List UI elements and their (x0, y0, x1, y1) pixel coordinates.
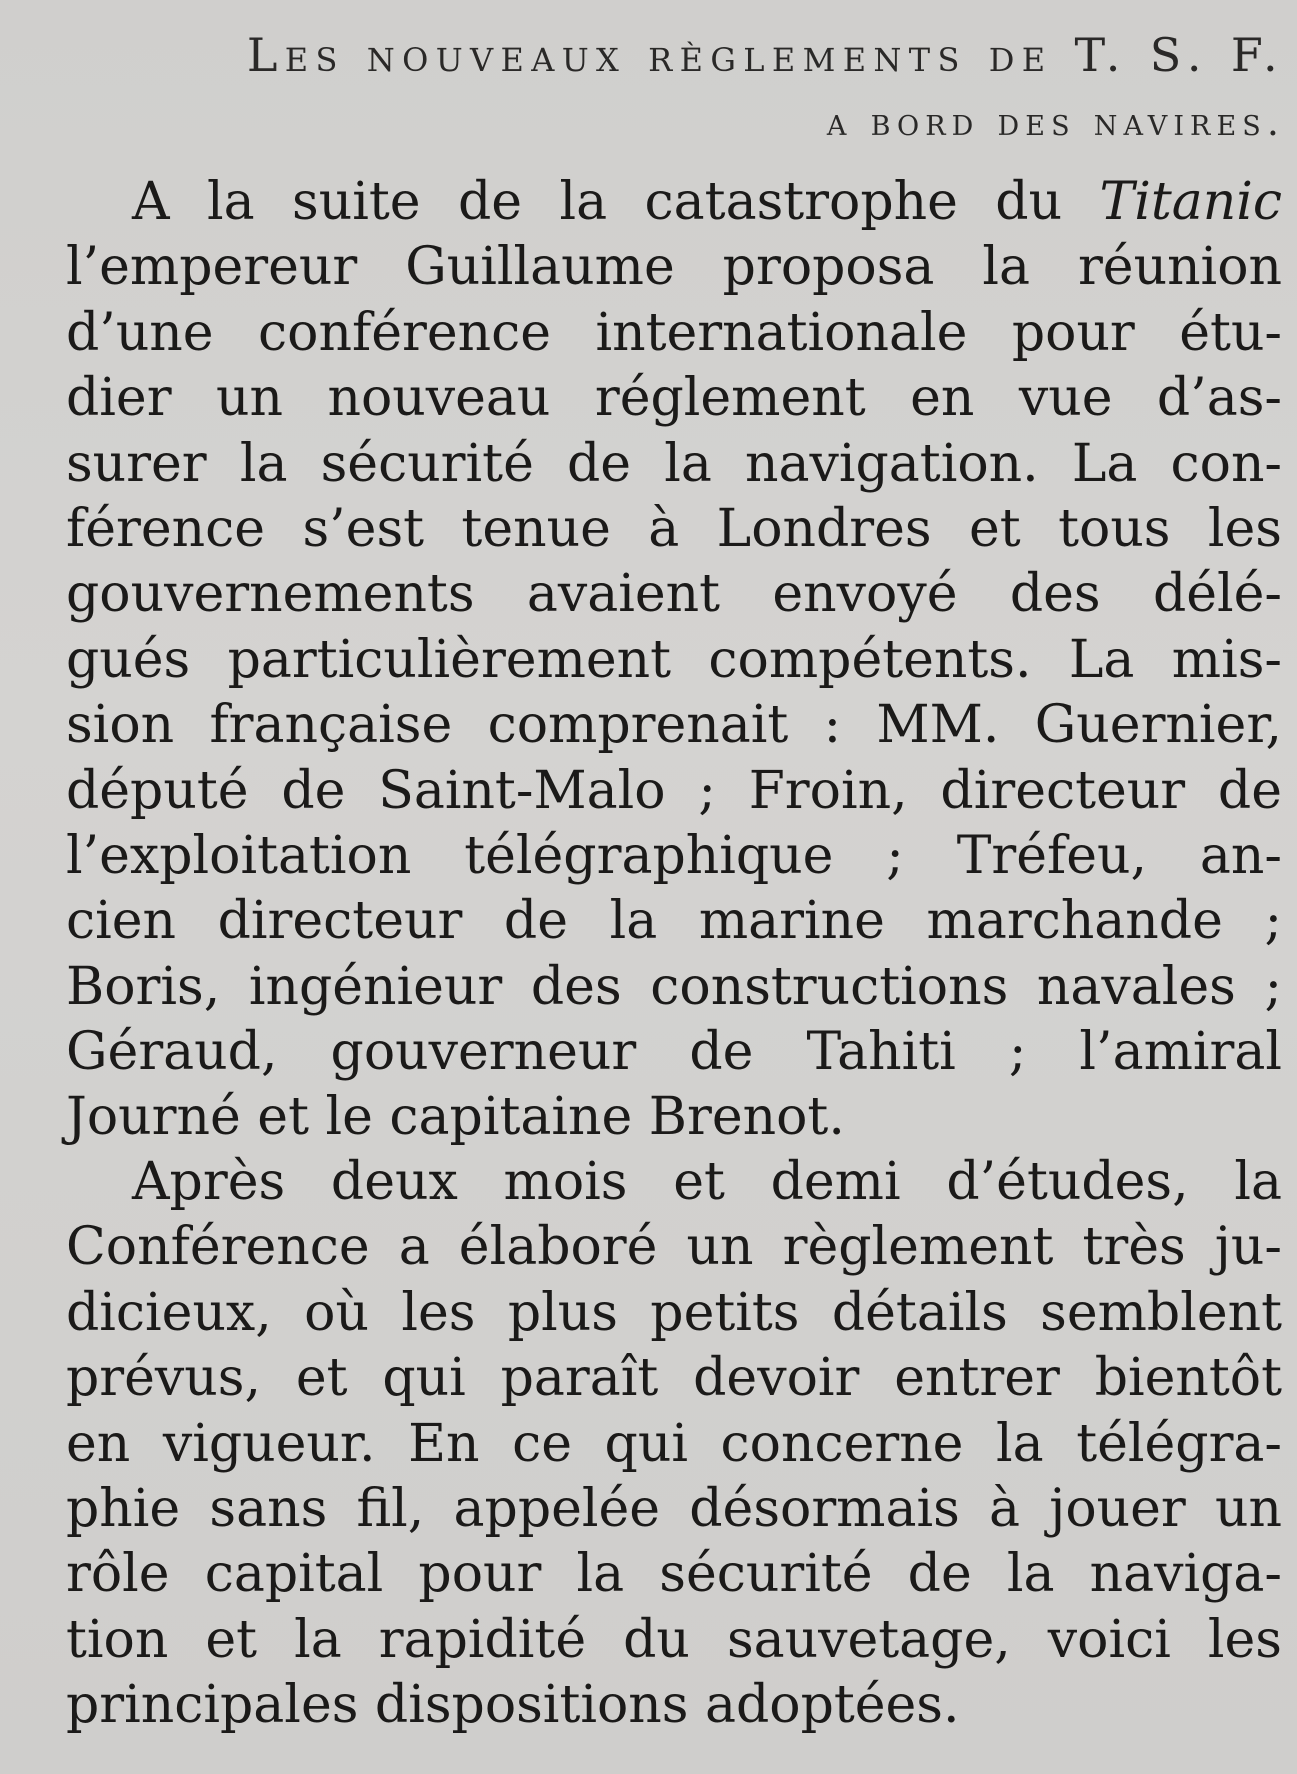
text-line: surer la sécurité de la navigation. La con- (66, 433, 1282, 494)
text-line: dicieux, où les plus petits détails semblent (66, 1282, 1282, 1343)
text-line: principales dispositions adoptées. (66, 1675, 960, 1736)
text-line: prévus, et qui paraît devoir entrer bientôt (66, 1348, 1282, 1409)
text-line: d’une conférence internationale pour étu- (66, 302, 1282, 363)
paragraph-1 (66, 170, 1282, 1151)
text-line: Journé et le capitaine Brenot. (66, 1087, 845, 1148)
text-line: Boris, ingénieur des constructions navales ; (66, 956, 1282, 1017)
text-line: férence s’est tenue à Londres et tous les (66, 498, 1282, 559)
text-line: sion française comprenait : MM. Guernier, (66, 695, 1282, 756)
text-line: l’exploitation télégraphique ; Tréfeu, an- (66, 825, 1282, 886)
text-line: cien directeur de la marine marchande ; (66, 891, 1282, 952)
ship-name: Titanic (1099, 172, 1283, 232)
text-line: Après deux mois et demi d’études, la (132, 1152, 1282, 1212)
text-line: député de Saint-Malo ; Froin, directeur de (66, 760, 1282, 821)
text-line: dier un nouveau réglement en vue d’as- (66, 368, 1282, 429)
text-line: l’empereur Guillaume proposa la réunion (66, 237, 1282, 298)
text-line: phie sans fil, appelée désormais à jouer un (66, 1478, 1282, 1539)
article-title: Les nouveaux règlements de T. S. F. (246, 28, 1285, 82)
text-line: rôle capital pour la sécurité de la naviga- (66, 1544, 1282, 1605)
paragraph-2 (66, 1150, 1282, 1739)
text-line: gouvernements avaient envoyé des délé- (66, 564, 1282, 625)
text-line: gués particulièrement compétents. La mis- (66, 629, 1282, 690)
text-line: A la suite de la catastrophe du Titanic (132, 172, 1283, 232)
text-line: Conférence a élaboré un règlement très ju- (66, 1217, 1282, 1278)
article-subtitle: a bord des navires. (826, 100, 1285, 144)
text-line: en vigueur. En ce qui concerne la télégra- (66, 1413, 1282, 1474)
text-line: tion et la rapidité du sauvetage, voici les (66, 1609, 1282, 1670)
text-line: Géraud, gouverneur de Tahiti ; l’amiral (66, 1022, 1282, 1083)
